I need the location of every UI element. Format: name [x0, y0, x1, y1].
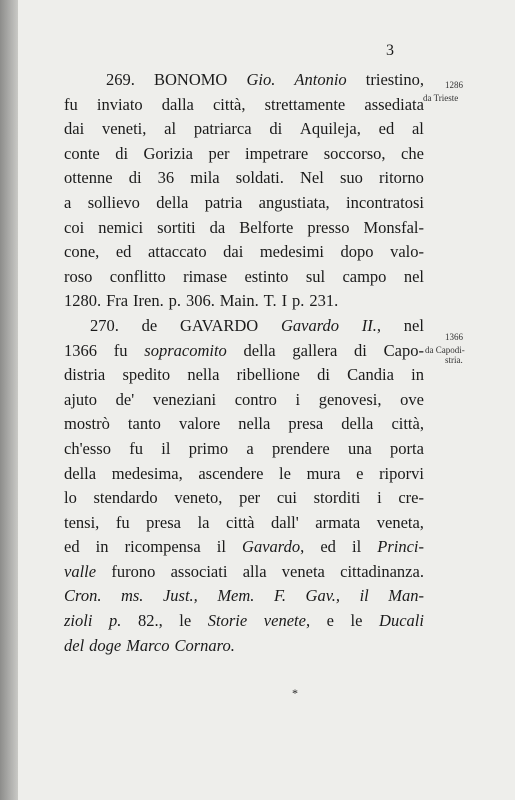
word: Ducali: [379, 611, 424, 631]
word: nel: [403, 315, 424, 335]
word: cone,: [64, 242, 100, 262]
word: per: [239, 488, 261, 508]
word: a: [246, 438, 254, 458]
word: Monsfal-: [363, 217, 424, 237]
entry-270-line: [64, 560, 424, 585]
word: inviato: [96, 94, 143, 114]
word: veneta: [281, 561, 325, 581]
word: della: [341, 414, 374, 434]
entry-269-line: [64, 68, 424, 93]
word: dai: [223, 242, 244, 262]
word: soldati.: [235, 168, 284, 188]
word: gallera: [292, 340, 338, 360]
word: al: [164, 119, 177, 139]
word: ed: [115, 242, 132, 262]
word: 82.,: [137, 611, 163, 631]
page-number: 3: [386, 42, 394, 59]
margin-note-place: da Capodi-: [425, 345, 465, 355]
word: sul: [305, 266, 326, 286]
word: per: [208, 143, 230, 163]
word: attaccato: [147, 242, 207, 262]
word: soccorso,: [323, 143, 386, 163]
entry-269-line: [64, 265, 424, 290]
word: cittadinanza.: [340, 561, 424, 581]
margin-note-place-cont: stria.: [445, 355, 463, 365]
word: campo: [342, 266, 387, 286]
word: Marco: [126, 635, 170, 655]
word: mura: [306, 463, 341, 483]
word: conflitto: [109, 266, 166, 286]
word: di: [354, 340, 367, 360]
word: cui: [276, 488, 297, 508]
word: valo-: [390, 242, 424, 262]
word: Iren.: [133, 291, 164, 311]
word: Gav.,: [305, 586, 341, 606]
word: II.,: [361, 315, 382, 335]
word: una: [347, 438, 372, 458]
word: sollievo: [87, 192, 140, 212]
word: assediata: [364, 94, 424, 114]
word: medesima,: [111, 463, 183, 483]
word: nella: [187, 365, 220, 385]
word: de: [141, 315, 158, 335]
word: F.: [273, 586, 287, 606]
word: valore: [178, 414, 221, 434]
entry-270-line: [64, 412, 424, 437]
word: della: [156, 192, 189, 212]
word: sopracomito: [144, 340, 227, 360]
word: veneta,: [376, 512, 424, 532]
word: rimase: [183, 266, 228, 286]
word: le: [350, 611, 363, 631]
word: armata: [315, 512, 361, 532]
word: p.: [109, 611, 122, 631]
word: Aquileja,: [299, 119, 361, 139]
word: Belforte: [239, 217, 294, 237]
entry-270-line: [64, 339, 424, 364]
word: veneto,: [174, 488, 223, 508]
margin-note-year: 1286: [445, 80, 463, 90]
word: tensi,: [64, 512, 100, 532]
word: ascendere: [198, 463, 264, 483]
word: Main.: [219, 291, 259, 311]
entry-269-line: [64, 117, 424, 142]
word: Candia: [347, 365, 394, 385]
word: della: [243, 340, 276, 360]
word: distria: [64, 365, 106, 385]
word: Gio.: [246, 70, 276, 89]
book-gutter: [0, 0, 18, 800]
word: il: [351, 537, 362, 557]
entry-270-line: [64, 486, 424, 511]
word: nella: [238, 414, 271, 434]
word: Cornaro.: [174, 635, 235, 655]
word: suo: [339, 168, 363, 188]
word: 231.: [309, 291, 339, 311]
word: e: [356, 463, 364, 483]
entry-269-line: [64, 142, 424, 167]
word: incontratosi: [346, 192, 424, 212]
word: riporvi: [379, 463, 424, 483]
word: primo: [188, 438, 229, 458]
word: e: [326, 611, 334, 631]
word: I: [281, 291, 288, 311]
word: Antonio: [294, 70, 347, 89]
word: ribellione: [236, 365, 300, 385]
word: roso: [64, 266, 93, 286]
book-page: [18, 0, 515, 800]
word: Nel: [300, 168, 324, 188]
signature-mark: *: [292, 686, 298, 700]
word: impetrare: [245, 143, 309, 163]
word: la: [197, 512, 210, 532]
word: Gorizia: [143, 143, 193, 163]
entry-270-line: [64, 363, 424, 388]
word: Gavardo: [280, 315, 340, 335]
word: fu: [64, 94, 78, 114]
word: stendardo: [93, 488, 158, 508]
word: fu: [113, 340, 128, 360]
word: a: [64, 192, 72, 212]
word: patriarca: [193, 119, 252, 139]
word: ch'esso: [64, 438, 111, 458]
entry-270-line: [64, 511, 424, 536]
word: le: [279, 463, 291, 483]
word: prendere: [271, 438, 330, 458]
word: della: [64, 463, 97, 483]
entry-269-line: [64, 166, 424, 191]
word: dopo: [340, 242, 374, 262]
word: coi: [64, 217, 85, 237]
word: ove: [400, 389, 424, 409]
word: conte: [64, 143, 100, 163]
word: presa: [288, 414, 324, 434]
word: fu: [129, 438, 143, 458]
word: al: [411, 119, 424, 139]
word: p.: [292, 291, 305, 311]
word: dalla: [161, 94, 194, 114]
word: strettamente: [264, 94, 346, 114]
word: i: [295, 389, 301, 409]
word: genovesi,: [318, 389, 382, 409]
entry-269-line: [64, 216, 424, 241]
word: le: [179, 611, 192, 631]
word: ed: [64, 537, 80, 557]
word: i: [377, 488, 382, 508]
word: BONOMO: [153, 70, 228, 89]
word: città,: [212, 94, 246, 114]
word: Fra: [106, 291, 129, 311]
word: veneti,: [101, 119, 147, 139]
word: veneziani: [152, 389, 217, 409]
word: di: [128, 168, 142, 188]
word: porta: [390, 438, 424, 458]
word: furono: [111, 561, 156, 581]
word: alla: [242, 561, 267, 581]
word: Mem.: [217, 586, 255, 606]
word: di: [115, 143, 129, 163]
entry-270-line: [64, 314, 424, 339]
word: 269.: [106, 70, 135, 89]
margin-note-year: 1366: [445, 332, 463, 342]
word: GAVARDO: [179, 315, 259, 335]
word: da: [209, 217, 226, 237]
word: 1366: [64, 340, 97, 360]
word: spedito: [122, 365, 171, 385]
word: ricompensa: [124, 537, 201, 557]
word: ms.: [120, 586, 144, 606]
entry-270-line: [64, 634, 424, 659]
word: Storie: [207, 611, 248, 631]
word: Cron.: [64, 586, 102, 606]
word: estinto: [244, 266, 289, 286]
word: patria: [204, 192, 243, 212]
word: presa: [146, 512, 181, 532]
word: associati: [170, 561, 228, 581]
word: in: [95, 537, 109, 557]
word: di: [269, 119, 283, 139]
word: nemici: [98, 217, 144, 237]
word: il: [359, 586, 369, 606]
entry-269-line: [64, 191, 424, 216]
margin-note-place: da Trieste: [423, 93, 459, 103]
word: ottenne: [64, 168, 113, 188]
word: Gavardo,: [242, 537, 305, 557]
word: triestino,: [365, 70, 424, 89]
word: doge: [89, 635, 122, 655]
word: dall': [271, 512, 299, 532]
word: Capo-: [383, 340, 424, 360]
entry-269-line: [64, 240, 424, 265]
entry-270-line: [64, 584, 424, 609]
word: valle: [64, 561, 97, 581]
word: storditi: [313, 488, 361, 508]
word: mostrò: [64, 414, 110, 434]
word: 1280.: [64, 291, 102, 311]
word: 306.: [185, 291, 215, 311]
word: Just.,: [162, 586, 198, 606]
word: medesimi: [259, 242, 324, 262]
word: nel: [403, 266, 424, 286]
word: dai: [64, 119, 85, 139]
word: p.: [168, 291, 182, 311]
word: città,: [391, 414, 424, 434]
word: 270.: [90, 315, 119, 335]
word: del: [64, 635, 85, 655]
word: presso: [307, 217, 350, 237]
word: Man-: [388, 586, 424, 606]
word: T.: [263, 291, 277, 311]
word: ed: [378, 119, 395, 139]
entry-270-line: [64, 437, 424, 462]
word: fu: [115, 512, 130, 532]
word: città: [226, 512, 255, 532]
word: lo: [64, 488, 77, 508]
entry-270-line: [64, 535, 424, 560]
word: 36: [157, 168, 175, 188]
word: venete,: [263, 611, 311, 631]
word: il: [161, 438, 171, 458]
body-text: [64, 68, 424, 658]
word: sortiti: [157, 217, 196, 237]
word: di: [317, 365, 330, 385]
word: angustiata,: [258, 192, 330, 212]
word: Princi-: [377, 537, 424, 557]
word: de': [115, 389, 135, 409]
word: ajuto: [64, 389, 97, 409]
word: zioli: [64, 611, 93, 631]
word: mila: [190, 168, 220, 188]
word: ed: [320, 537, 336, 557]
word: in: [411, 365, 424, 385]
word: tanto: [127, 414, 161, 434]
word: contro: [234, 389, 277, 409]
word: il: [216, 537, 226, 557]
word: ritorno: [379, 168, 424, 188]
entry-270-line: [64, 462, 424, 487]
entry-269-line: [64, 93, 424, 118]
entry-270-line: [64, 388, 424, 413]
entry-270-line: [64, 609, 424, 634]
word: cre-: [398, 488, 424, 508]
entry-269-line: [64, 289, 424, 314]
word: che: [401, 143, 424, 163]
